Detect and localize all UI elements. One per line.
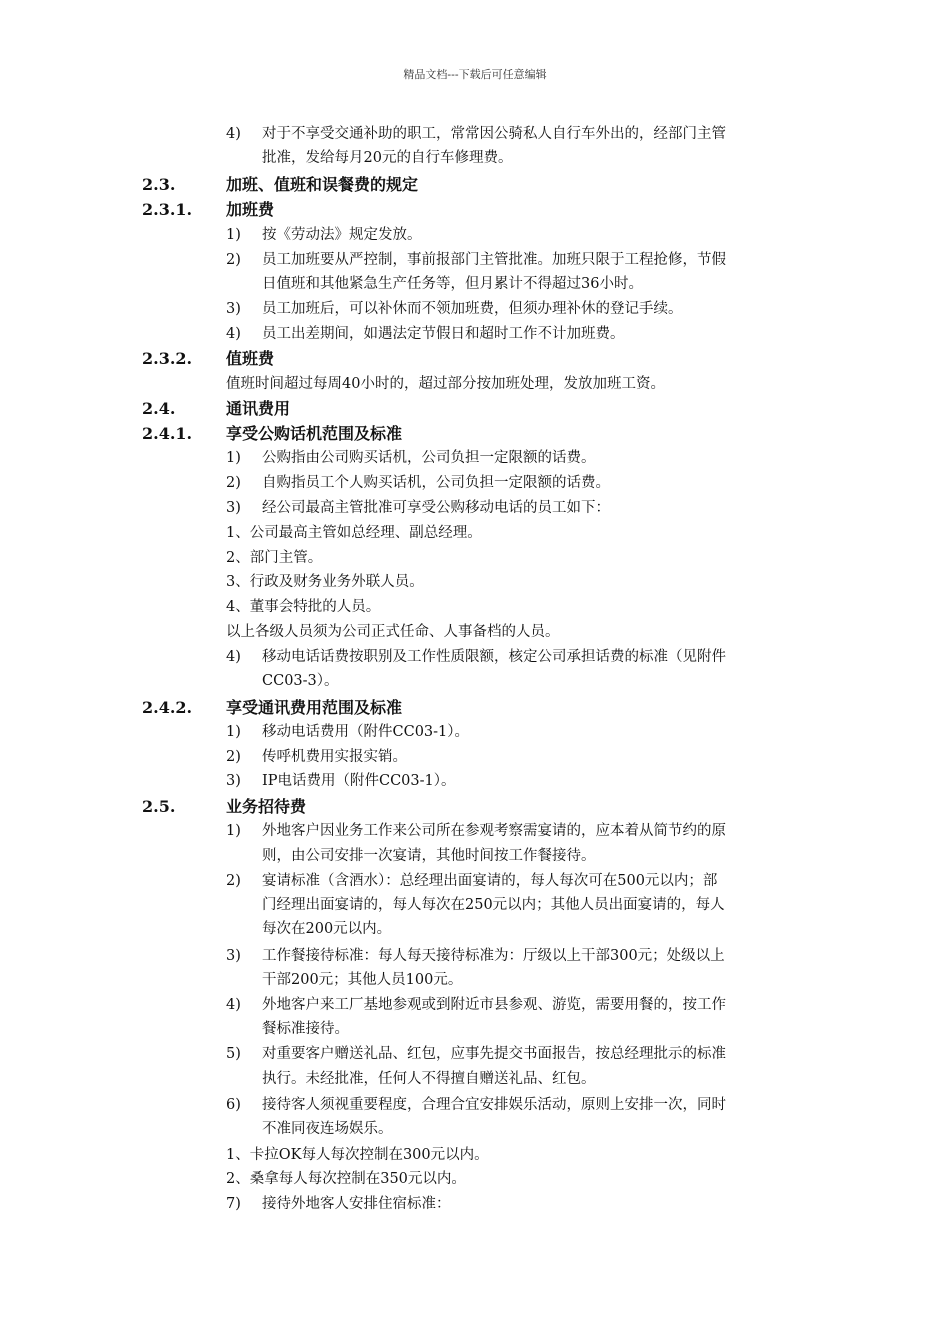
list-item-text: 外地客户来工厂基地参观或到附近市县参观、游览，需要用餐的，按工作 xyxy=(262,997,726,1013)
list-item-text: 移动电话话费按职别及工作性质限额，核定公司承担话费的标准（见附件 xyxy=(262,649,726,665)
list-item-text: 日值班和其他紧急生产任务等，但月累计不得超过36小时。 xyxy=(262,276,643,292)
list-item-number: 3) xyxy=(226,301,241,317)
section-number: 2.4. xyxy=(142,399,176,418)
list-item-number: 5) xyxy=(226,1046,241,1062)
section-title: 值班费 xyxy=(226,349,275,368)
paragraph-text: 值班时间超过每周40小时的，超过部分按加班处理，发放加班工资。 xyxy=(226,376,665,392)
list-item-text: 移动电话费用（附件CC03-1）。 xyxy=(262,724,470,740)
list-item-number: 4) xyxy=(226,326,241,342)
section-number: 2.4.1. xyxy=(142,424,193,443)
list-item-text: 传呼机费用实报实销。 xyxy=(262,749,407,765)
list-item-text: 员工加班后，可以补休而不领加班费，但须办理补休的登记手续。 xyxy=(262,301,683,317)
list-item-text: 自购指员工个人购买话机，公司负担一定限额的话费。 xyxy=(262,475,610,491)
paragraph-text: 1、卡拉OK每人每次控制在300元以内。 xyxy=(226,1147,489,1163)
list-item-number: 2) xyxy=(226,873,241,889)
list-item-text: 员工加班要从严控制，事前报部门主管批准。加班只限于工程抢修，节假 xyxy=(262,252,726,268)
list-item-number: 1) xyxy=(226,724,241,740)
list-item-text: IP电话费用（附件CC03-1）。 xyxy=(262,773,456,789)
list-item-number: 1) xyxy=(226,227,241,243)
paragraph-text: 2、部门主管。 xyxy=(226,550,323,566)
list-item-text: 按《劳动法》规定发放。 xyxy=(262,227,422,243)
list-item-text: 工作餐接待标准：每人每天接待标准为：厅级以上干部300元；处级以上 xyxy=(262,948,725,964)
list-item-number: 1) xyxy=(226,450,241,466)
list-item-number: 4) xyxy=(226,997,241,1013)
paragraph-text: 1、公司最高主管如总经理、副总经理。 xyxy=(226,525,482,541)
list-item-text: 宴请标准（含酒水）：总经理出面宴请的，每人每次可在500元以内；部 xyxy=(262,873,718,889)
list-item-number: 4) xyxy=(226,126,241,142)
list-item-text: 餐标准接待。 xyxy=(262,1021,349,1037)
list-item-text: 接待客人须视重要程度，合理合宜安排娱乐活动，原则上安排一次，同时 xyxy=(262,1097,726,1113)
list-item-number: 2) xyxy=(226,252,241,268)
list-item-text: 员工出差期间，如遇法定节假日和超时工作不计加班费。 xyxy=(262,326,625,342)
section-number: 2.5. xyxy=(142,797,176,816)
section-number: 2.4.2. xyxy=(142,698,193,717)
paragraph-text: 3、行政及财务业务外联人员。 xyxy=(226,574,424,590)
list-item-text: 不准同夜连场娱乐。 xyxy=(262,1121,393,1137)
page-header: 精品文档---下载后可任意编辑 xyxy=(403,68,547,81)
list-item-number: 7) xyxy=(226,1196,241,1212)
list-item-text: CC03-3）。 xyxy=(262,673,339,689)
list-item-text: 则，由公司安排一次宴请，其他时间按工作餐接待。 xyxy=(262,848,596,864)
list-item-text: 对重要客户赠送礼品、红包，应事先提交书面报告，按总经理批示的标准 xyxy=(262,1046,726,1062)
list-item-text: 经公司最高主管批准可享受公购移动电话的员工如下： xyxy=(262,500,610,516)
section-title: 通讯费用 xyxy=(226,399,291,418)
list-item-number: 3) xyxy=(226,500,241,516)
list-item-text: 对于不享受交通补助的职工，常常因公骑私人自行车外出的，经部门主管 xyxy=(262,126,726,142)
section-title: 享受公购话机范围及标准 xyxy=(226,424,403,443)
section-number: 2.3.2. xyxy=(142,349,193,368)
list-item-text: 干部200元；其他人员100元。 xyxy=(262,972,463,988)
list-item-text: 公购指由公司购买话机，公司负担一定限额的话费。 xyxy=(262,450,596,466)
list-item-number: 2) xyxy=(226,749,241,765)
list-item-number: 2) xyxy=(226,475,241,491)
list-item-number: 6) xyxy=(226,1097,241,1113)
list-item-number: 4) xyxy=(226,649,241,665)
list-item-number: 1) xyxy=(226,823,241,839)
section-number: 2.3.1. xyxy=(142,200,193,219)
paragraph-text: 以上各级人员须为公司正式任命、人事备档的人员。 xyxy=(226,624,560,640)
section-title: 加班费 xyxy=(226,200,275,219)
list-item-text: 每次在200元以内。 xyxy=(262,921,392,937)
list-item-text: 接待外地客人安排住宿标准： xyxy=(262,1196,451,1212)
list-item-text: 门经理出面宴请的，每人每次在250元以内；其他人员出面宴请的，每人 xyxy=(262,897,725,913)
list-item-number: 3) xyxy=(226,773,241,789)
section-title: 加班、值班和误餐费的规定 xyxy=(226,175,419,194)
section-title: 享受通讯费用范围及标准 xyxy=(226,698,403,717)
list-item-text: 执行。未经批准，任何人不得擅自赠送礼品、红包。 xyxy=(262,1071,596,1087)
paragraph-text: 2、桑拿每人每次控制在350元以内。 xyxy=(226,1171,466,1187)
list-item-text: 批准，发给每月20元的自行车修理费。 xyxy=(262,150,513,166)
paragraph-text: 4、董事会特批的人员。 xyxy=(226,599,381,615)
section-number: 2.3. xyxy=(142,175,176,194)
list-item-number: 3) xyxy=(226,948,241,964)
list-item-text: 外地客户因业务工作来公司所在参观考察需宴请的，应本着从简节约的原 xyxy=(262,823,726,839)
section-title: 业务招待费 xyxy=(226,797,307,816)
